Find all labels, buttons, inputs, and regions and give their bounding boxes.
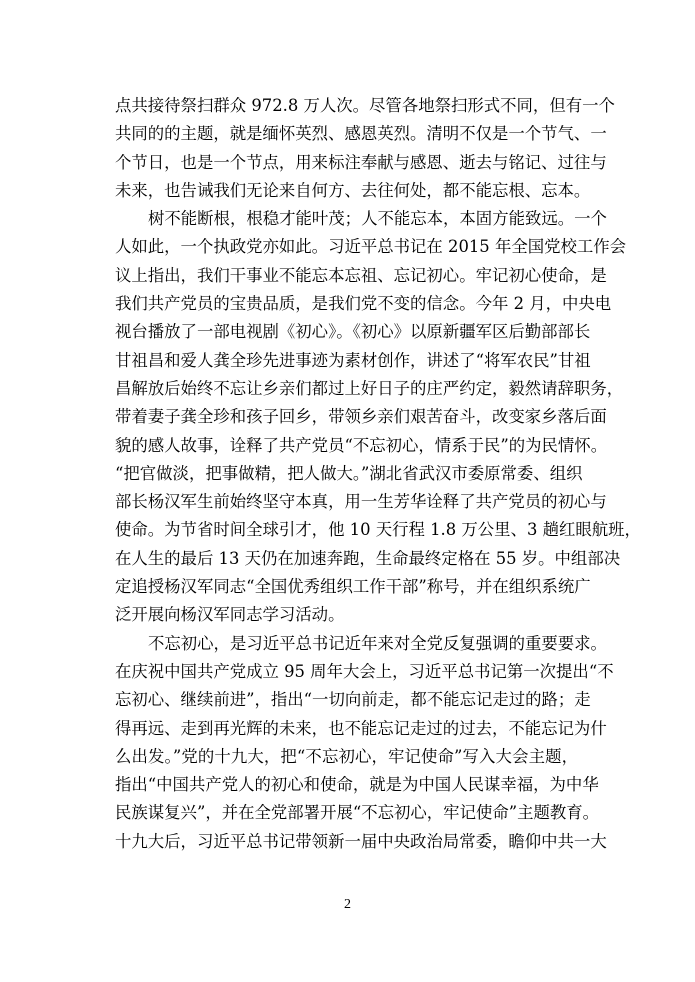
paragraph-p1 xyxy=(115,92,615,205)
text-line: 使命。为节省时间全球引才，他 10 天行程 1.8 万公里、3 趟红眼航班， xyxy=(115,520,641,540)
text-line: 点共接待祭扫群众 972.8 万人次。尽管各地祭扫形式不同，但有一个 xyxy=(115,96,615,115)
text-line: 议上指出，我们干事业不能忘本忘祖、忘记初心。牢记初心使命，是 xyxy=(115,265,607,285)
page-number: 2 xyxy=(344,897,351,912)
text-line: 泛开展向杨汉军同志学习活动。 xyxy=(115,605,345,625)
text-line: 部长杨汉军生前始终坚守本真，用一生芳华诠释了共产党员的初心与 xyxy=(115,492,607,512)
text-line: 指出“中国共产党人的初心和使命，就是为中国人民谋幸福，为中华 xyxy=(115,775,599,795)
text-line: 不忘初心，是习近平总书记近年来对全党反复强调的重要要求。 xyxy=(148,633,607,653)
text-line: 未来，也告诫我们无论来自何方、去往何处，都不能忘根、忘本。 xyxy=(115,180,591,200)
text-line: 我们共产党员的宝贵品质，是我们党不变的信念。今年 2 月，中央电 xyxy=(115,294,612,314)
paragraph-p3 xyxy=(115,630,614,856)
text-line: 人如此，一个执政党亦如此。习近平总书记在 2015 年全国党校工作会 xyxy=(115,237,627,257)
text-line: 共同的的主题，就是缅怀英烈、感恩英烈。清明不仅是一个节气、一 xyxy=(115,124,607,144)
text-line: 么出发。”党的十九大，把“不忘初心，牢记使命”写入大会主题， xyxy=(115,746,578,766)
text-line: 在庆祝中国共产党成立 95 周年大会上，习近平总书记第一次提出“不 xyxy=(115,661,614,681)
text-line: 树不能断根，根稳才能叶茂；人不能忘本，本固方能致远。一个 xyxy=(148,209,607,229)
text-line: 十九大后，习近平总书记带领新一届中央政治局常委，瞻仰中共一大 xyxy=(115,831,607,851)
text-line: 个节日，也是一个节点，用来标注奉献与感恩、逝去与铭记、过往与 xyxy=(115,152,607,172)
text-line: 定追授杨汉军同志“全国优秀组织工作干部”称号，并在组织系统广 xyxy=(115,577,591,597)
text-line: 在人生的最后 13 天仍在加速奔跑，生命最终定格在 55 岁。中组部决 xyxy=(115,548,621,568)
text-line: 昌解放后始终不忘让乡亲们都过上好日子的庄严约定，毅然请辞职务， xyxy=(115,378,624,398)
text-line: 甘祖昌和爱人龚全珍先进事迹为素材创作，讲述了“将军农民”甘祖 xyxy=(115,350,591,370)
paragraph-p2 xyxy=(115,205,641,629)
body-text xyxy=(115,92,641,856)
text-line: 得再远、走到再光辉的未来，也不能忘记走过的过去，不能忘记为什 xyxy=(115,718,607,738)
text-line: 民族谋复兴”，并在全党部署开展“不忘初心，牢记使命”主题教育。 xyxy=(115,803,600,823)
text-line: 视台播放了一部电视剧《初心》。《初心》以原新疆军区后勤部部长 xyxy=(115,322,591,342)
text-line: 貌的感人故事，诠释了共产党员“不忘初心，情系于民”的为民情怀。 xyxy=(115,435,608,455)
text-line: “把官做淡，把事做精，把人做大。”湖北省武汉市委原常委、组织 xyxy=(115,463,583,483)
text-line: 忘初心、继续前进”，指出“一切向前走，都不能忘记走过的路；走 xyxy=(115,690,591,710)
text-line: 带着妻子龚全珍和孩子回乡，带领乡亲们艰苦奋斗，改变家乡落后面 xyxy=(115,407,607,427)
